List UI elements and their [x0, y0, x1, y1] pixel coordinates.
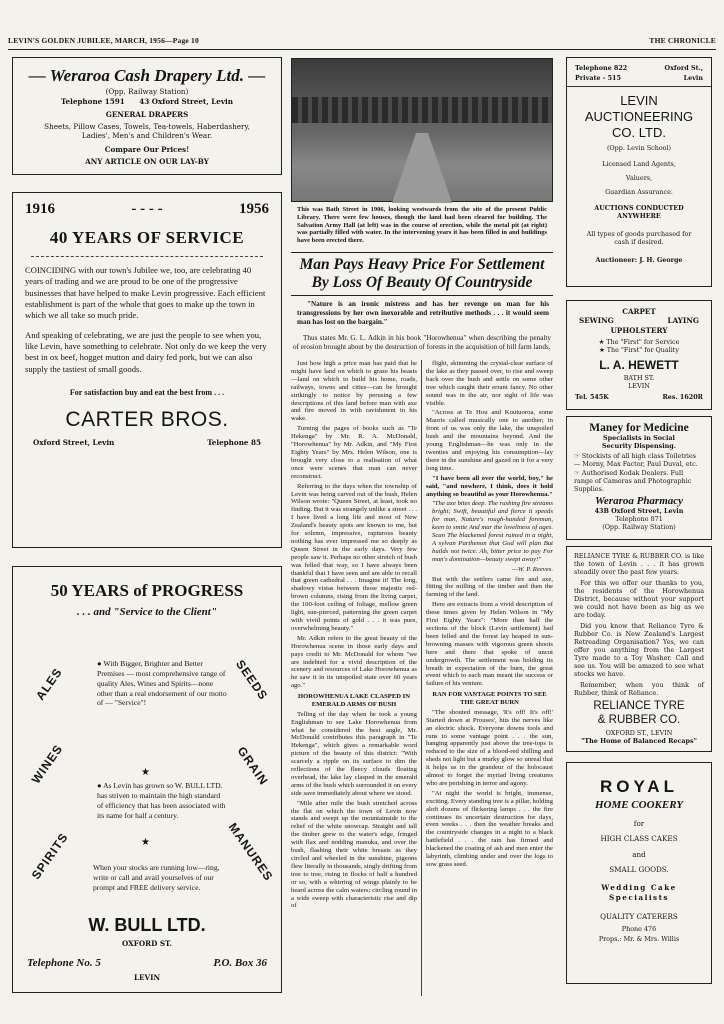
- w-bull-ad: [12, 566, 282, 993]
- carter-year-from: 1916: [25, 201, 55, 217]
- pharmacy-title: Maney for Medicine: [589, 422, 689, 434]
- hewett-street: BATH ST.: [623, 374, 655, 383]
- royal-props: Props.: Mr. & Mrs. Willis: [598, 934, 680, 943]
- weraroa-contact: [13, 97, 281, 106]
- hewett-service: ★ The "First" for Service: [598, 338, 680, 347]
- auction-auctioneer: Auctioneer: J. H. George: [595, 255, 683, 264]
- royal-title: ROYAL: [600, 777, 678, 796]
- bull-box: P.O. Box 36: [213, 957, 267, 969]
- photo-treeline: [292, 97, 552, 123]
- bull-name: W. BULL LTD.: [88, 915, 206, 935]
- hewett-laying: LAYING: [667, 316, 699, 326]
- col1-para-5: Telling of the day when he took a young Englishman to see Lake Horowhenua from what he considered the best angle, Mr. McDonald contributes this paragraph in "Te Hekenga", which gives a remarkable word picture of the beauty of this district: "With scarcely a ripple on its surface to dim the reflections of the fleecy clouds floating overhead, the lake lay clasped in the emerald arms of the bush which surrounded it on every side save immediately about where we stood.: [291, 710, 417, 797]
- bull-paragraph-3: When your stocks are running low—ring, write or call and avail yourselves of our prompt and FREE delivery service.: [93, 863, 220, 892]
- bull-word-spirits: SPIRITS: [28, 829, 71, 883]
- bull-title: 50 YEARS of PROGRESS: [50, 581, 244, 600]
- hewett-line-2: [575, 316, 703, 325]
- royal-home-cookery-ad: [566, 762, 712, 984]
- hewett-res: Res. 1620R: [662, 393, 703, 402]
- weraroa-sub: (Opp. Railway Station): [105, 87, 189, 96]
- tyre-name-1: RELIANCE TYRE: [593, 700, 685, 712]
- pharmacy-name: Weraroa Pharmacy: [594, 495, 684, 507]
- pharmacy-address: 43B Oxford Street, Levin: [594, 507, 684, 515]
- col2-poem: "The axe bites deep. The rushing fire streams bright; Swift, beautiful and fierce it speeds for man, Nature's rough-handed foreman, keen to smite And mar the loveliness of ages. Scan The blackened forest ruined in a night, A sylvan Parthenon that God will plan But builds not twice. Ah, bitter price to pay For man's domination—beauty swept away!": [432, 500, 553, 563]
- royal-line-2: SMALL GOODS.: [609, 865, 669, 875]
- hewett-line-1: CARPET: [622, 307, 656, 316]
- hewett-tel: Tel. 545K: [575, 393, 609, 402]
- royal-phone: Phone 476: [621, 924, 657, 933]
- hewett-name: L. A. HEWETT: [599, 358, 679, 373]
- bull-phone: Telephone No. 5: [27, 957, 101, 969]
- tyre-name-2: & RUBBER CO.: [597, 713, 681, 726]
- bull-subtitle: . . . and "Service to the Client": [77, 606, 217, 618]
- auction-town-top: Levin: [683, 74, 703, 82]
- col2-para-4: But with the settlers came fire and axe, fitting the milling of the timber and then the farming of the land.: [426, 575, 553, 599]
- article-headline: Man Pays Heavy Price For Settlement By Loss Of Beauty Of Countryside: [299, 256, 545, 291]
- article-intro: Thus states Mr. G. L. Adkin in his book "Horowhenua" when describing the penalty of erosion brought about by the destruction of forests in the acquisition of hill farm lands.: [293, 334, 551, 351]
- col2-para-1: flight, skimming the crystal-clear surface of the lake as they passed over, to rise and sweep back over the bush and settle on some other tree which caught their errant fancy. No other sound was in the air, nor sight of life was visible.: [426, 360, 553, 407]
- auction-private: Private - 515: [575, 74, 621, 82]
- hewett-town: LEVIN: [628, 382, 650, 391]
- col1-para-2: Turning the pages of books such as "Te Hekenga" by Mr. R. A. McDonald, "Horowhenua" by Mr. Adkin, and "My First Eighty Years" by Mrs. Helen Wilson, one is brought very close to a realisation of what once were scenes that man can never reconstruct.: [291, 425, 417, 480]
- levin-auctioneering-ad: [566, 57, 712, 287]
- pharmacy-line-1: Specialists in Social: [603, 434, 675, 442]
- column-divider: [421, 360, 422, 996]
- carter-address: Oxford Street, Levin: [33, 438, 115, 448]
- pharmacy-line-3: ☞ Stockists of all high class Toiletries — Morny, Max Factor, Paul Duval, etc.: [574, 452, 698, 468]
- royal-sub: HOME COOKERY: [594, 799, 684, 811]
- weraroa-type: GENERAL DRAPERS: [105, 109, 189, 119]
- col2-para-6: "The shouted message, 'It's off! It's off!' Started down at Prouses', hits the nerves like an electric shock. Everyone downs tools and runs to some vantage point . . . the sun, hanging apparently just above the tree-tops is reduced to the size of a blood-red shilling and sheds not light but a murky glow so unreal that it helps us in the grandeur of the holocaust almost to forget the myriad living creatures who are perishing in terror and agony.: [426, 708, 553, 787]
- weraroa-line2: Ladies', Men's and Children's Wear.: [81, 131, 213, 141]
- carter-divider: [31, 256, 263, 257]
- header-rule: [8, 49, 716, 50]
- photo-road: [392, 133, 452, 203]
- article-column-1: [291, 360, 417, 996]
- col2-para-3: "I have been all over the world, boy," he said, "and nowhere, I think, does it hold anything so beautiful as your Horowhenua.": [426, 474, 553, 498]
- tyre-paragraph-1: RELIANCE TYRE & RUBBER CO. is like the town of Levin . . . it has grown steadily over the past few years.: [574, 552, 704, 576]
- auction-top-row-2: [575, 74, 703, 82]
- carter-contact: [25, 438, 269, 447]
- reliance-tyre-ad: [566, 546, 712, 752]
- col1-subheading: HOROWHENUA LAKE CLASPED IN EMERALD ARMS OF BUSH: [298, 693, 410, 708]
- col2-poem-author: —W. P. Reeves.: [511, 565, 553, 573]
- weraroa-pharmacy-ad: [566, 416, 712, 540]
- bull-contact: [27, 957, 267, 969]
- pharmacy-line-4: ☞ Authorised Kodak Dealers. Full range of Cameras and Photographic Supplies.: [574, 469, 692, 493]
- carter-year-to: 1956: [238, 201, 269, 217]
- bull-word-grain: GRAIN: [234, 744, 272, 788]
- article-column-2: [426, 360, 553, 996]
- col1-para-1: Just how high a price man has paid that he might have land on which to graze his beasts—land on which to build his home, roads, railways, towns and cities—can be brought strikingly to notice by perusing a few descriptions of this land before man with axe and fire moved in with ravishment in his wake.: [291, 360, 417, 423]
- auction-name: [575, 93, 703, 141]
- carter-title: 40 YEARS OF SERVICE: [49, 228, 245, 247]
- col2-para-5: Here are extracts from a vivid description of these times given by Helen Wilson in "My First Eighty Years": "More than half the sections of the block (Levin settlement) had been felled and the forest lay heaped in sun-browning masses with vigorous green shoots here and there that spoke of uncut undergrowth. The settlement was holding its breath in expectation of the burn, the great event which to each man meant the success or failure of his venture.: [426, 601, 553, 688]
- tyre-paragraph-2: For this we offer our thanks to you, the residents of the Horowhenua District, because without your support we could not have been as big as we are today.: [574, 579, 704, 619]
- bull-word-manures: MANURES: [225, 820, 276, 884]
- bull-street: OXFORD ST.: [122, 939, 172, 948]
- auction-name-2: AUCTIONEERING: [584, 108, 694, 124]
- auction-line-2: Valuers,: [625, 173, 653, 182]
- headline-rule: [291, 295, 553, 296]
- hewett-contact: [575, 393, 703, 401]
- weraroa-phone: Telephone 1591: [61, 97, 125, 107]
- tyre-address: OXFORD ST., LEVIN: [605, 728, 673, 737]
- bull-paragraph-2: ● As Levin has grown so W. BULL LTD. has striven to maintain the high standard of efficiency that has been associated with its name for half a century.: [97, 781, 226, 820]
- col2-para-2: "Across at Te Hou and Koutuoroa, some Maoris called musically one to another; in front of us was only the lake, the unspoiled bush and the mountains beyond. And the young Englishman—he was only in the twenties and enjoying his consumption—lay there in the sunshine and gazed on it for a very long time.: [426, 409, 553, 472]
- auction-name-1: LEVIN: [620, 93, 658, 108]
- tyre-name: [574, 700, 704, 728]
- weraroa-title: — Weraroa Cash Drapery Ltd. —: [28, 66, 266, 85]
- weraroa-layby: ANY ARTICLE ON OUR LAY-BY: [85, 157, 209, 167]
- page-header-left: LEVIN'S GOLDEN JUBILEE, MARCH, 1956—Page 10: [8, 36, 199, 45]
- article-lede: "Nature is an ironic mistress and has her revenge on man for his transgressions by her own inexorable and retributive methods . . . it would seem man has lost on the bargain.": [297, 300, 549, 326]
- royal-line-4: Specialists: [609, 892, 669, 902]
- weraroa-address: 43 Oxford Street, Levin: [139, 97, 233, 107]
- photo-caption: This was Bath Street in 1906, looking westwards from the site of the present Public Library. There were few houses, though the land had been cleared for building. The Salvation Army Hall (at left) was in the course of erection, while the metal pit (at right) was partially filled with water. In the intervening years it has been filled in and buildings have been erected there.: [297, 206, 547, 245]
- page-header: [8, 36, 716, 48]
- auction-line-5: All types of goods purchased for cash if desired.: [586, 229, 692, 246]
- carter-name: CARTER BROS.: [65, 408, 229, 432]
- col1-para-4: Mr. Adkin refers to the great beauty of the Horowhenua scene in those early days and pays credit to Mr. McDonald for whom "we are indebted for a vivid description of the scenery and resources of Lake Horowhenua as he saw it in its unspoiled state over 60 years ago.": [291, 634, 417, 690]
- main-article: [287, 54, 557, 998]
- bull-word-seeds: SEEDS: [233, 657, 271, 703]
- auction-line-4: AUCTIONS CONDUCTED ANYWHERE: [594, 203, 684, 220]
- star-icon: ★: [141, 767, 150, 778]
- royal-line-3: Wedding Cake: [601, 883, 677, 893]
- auction-street: Oxford St.,: [664, 64, 703, 72]
- auction-phone: Telephone 822: [575, 64, 628, 72]
- carter-paragraph-2: And speaking of celebrating, we are just the people to see when you, like Levin, have something to celebrate. Not only do we keep the very best in ox beef, hogget mutton and dairy fed pork, but we can also supply the tastiest of small goods.: [25, 329, 267, 374]
- auction-top-row-1: [575, 64, 703, 72]
- weraroa-line1: Sheets, Pillow Cases, Towels, Tea-towels, Haberdashery,: [44, 122, 250, 132]
- hewett-line-3: UPHOLSTERY: [610, 325, 668, 335]
- carter-tagline: For satisfaction buy and eat the best from . . .: [69, 388, 225, 398]
- royal-and: and: [632, 849, 646, 859]
- hewett-sewing: SEWING: [579, 316, 614, 326]
- tyre-paragraph-4: Remember, when you think of Rubber, think of Reliance.: [574, 681, 704, 697]
- auction-line-1: Licensed Land Agents,: [602, 159, 676, 168]
- bath-street-photo: [291, 58, 553, 202]
- carter-dashes: - - - -: [131, 201, 163, 217]
- col1-para-3: Referring to the days when the township of Levin was being carved out of the bush, Helen Wilson wrote: "Queen Street, at least, took no finding. But it was strangely unlike a street . . . I have lived a long life and most of New Zealand's beauty spots are known to me, but for solemn, impressive, rapturous beauty nothing has ever impressed me so deeply as Queen Street in the early days. Very few people saw it. Perhaps no other stretch of bush was felled that way, so I have always been thankful that I have seen and am able to recall that green cathedral . . . Imagine it! The long, shadowy vistas between those majestic red-brown columns, rising from the living carpet, the 100-foot ceiling of foliage, mellow green light, sun-pierced, patterning the green carpet with vivid points of gold . . . it was pure, overwhelming beauty.": [291, 482, 417, 632]
- auction-opp: (Opp. Levin School): [606, 143, 672, 152]
- caption-rule: [291, 252, 553, 253]
- carter-phone: Telephone 85: [207, 438, 261, 448]
- royal-line-1: HIGH CLASS CAKES: [600, 834, 678, 844]
- tyre-paragraph-3: Did you know that Reliance Tyre & Rubber Co. is New Zealand's Largest Retreading Organisation? Yes, we can offer you anything from the Largest Tyre made to a Toy Washer. Call and see us. You will be amazed to see what stocks we have.: [574, 622, 704, 678]
- royal-line-5: QUALITY CATERERS: [600, 912, 678, 922]
- carter-years: [25, 201, 269, 218]
- carter-paragraph-1: COINCIDING with our town's Jubilee we, too, are celebrating 40 years of trading and we are proud to be one of the progressive businesses that have helped to make Levin progressive. Each efficient establishment is part of the whole that goes to make up the town in which we all take so much pride.: [25, 265, 266, 321]
- hewett-upholstery-ad: [566, 300, 712, 410]
- auction-rule: [567, 86, 711, 87]
- page-header-right: THE CHRONICLE: [649, 36, 716, 45]
- col1-para-6: "Mile after mile the bush stretched across the flat on which the town of Levin now stands and swept up the mountainside to the relief of the white snowcap. Straight and tall the timber grew to the water's edge, fringed with flax and nodding manuka, and over the bush, flashing their white breasts as they circled and wheeled in the sunshine, pigeons flew literally in thousands, singly drifting from tree to tree, rising in flocks of half a hundred or so, with a whirring of wings plainly to be heard across the calm waters; circling round in a wide sweep with characteristic rise and dip of: [291, 799, 417, 910]
- weraroa-cash-drapery-ad: [12, 57, 282, 175]
- royal-for: for: [633, 819, 645, 828]
- hewett-quality: ★ The "First" for Quality: [599, 346, 679, 355]
- auction-name-3: CO. LTD.: [612, 124, 666, 140]
- pharmacy-opp: (Opp. Railway Station): [602, 523, 676, 531]
- tyre-motto: "The Home of Balanced Recaps": [581, 736, 697, 745]
- bull-town: LEVIN: [133, 973, 161, 982]
- bull-word-ales: ALES: [32, 665, 66, 703]
- carter-bros-ad: [12, 192, 282, 548]
- bull-word-wines: WINES: [28, 741, 66, 787]
- pharmacy-line-2: Security Dispensing.: [601, 442, 677, 450]
- star-icon: ★: [141, 837, 150, 848]
- pharmacy-phone: Telephone 871: [615, 515, 663, 523]
- col2-subheading: RAN FOR VANTAGE POINTS TO SEE THE GREAT BURN: [432, 691, 547, 707]
- bull-paragraph-1: ● With Bigger, Brighter and Better Premises — most comprehensive range of quality Ales, Wines and Spirits—none other than a real endorsement of our motto of — "Service"!: [97, 659, 227, 708]
- weraroa-compare: Compare Our Prices!: [104, 144, 190, 154]
- auction-line-3: Guardian Assurance.: [605, 187, 673, 196]
- col2-para-7: "At night the world is bright, immense, exciting. Every standing tree is a pillar, holding aloft dozens of flickering lamps . . . the fire continues its uncertain destruction for days, even weeks . . . then the weather breaks and the countryside changes in a night to a black battlefield . . . the rain has firmed and blackened the coating of ash and men enter the labyrinth, climbing under and over the logs to sow grass seed.: [426, 789, 553, 868]
